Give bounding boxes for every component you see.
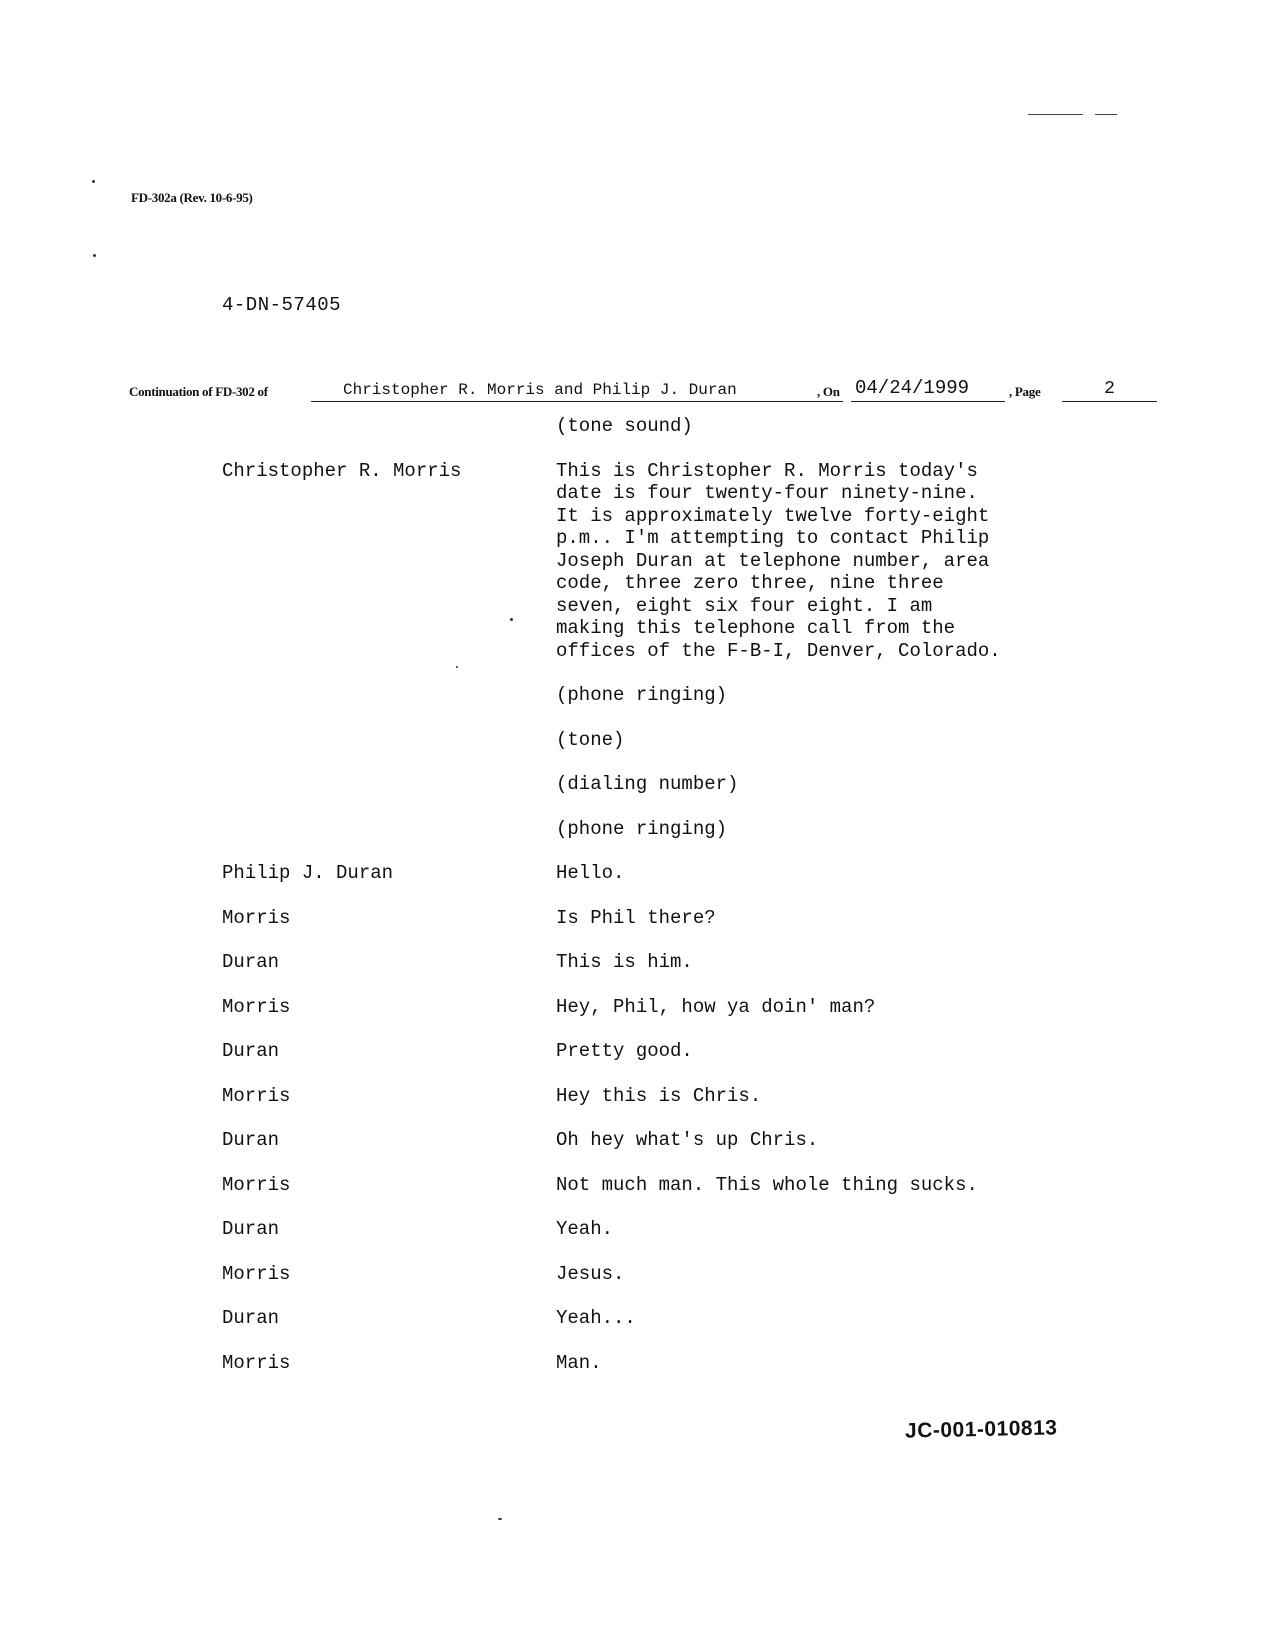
transcript-entry	[222, 1085, 1142, 1108]
continuation-line	[129, 372, 1159, 402]
speaker-name: Duran	[222, 951, 280, 973]
speaker-name: Morris	[222, 1173, 291, 1196]
transcript-entry	[222, 773, 1142, 796]
transcript-entry	[222, 1263, 1142, 1286]
on-label: , On	[817, 384, 840, 399]
transcript-entry	[222, 1352, 1142, 1375]
speaker-name: Philip J. Duran	[222, 862, 394, 884]
utterance-text: Is Phil there?	[556, 906, 716, 929]
transcript-entry	[222, 1307, 1142, 1330]
transcript-entry	[222, 818, 1142, 841]
utterance-text: (phone ringing)	[556, 684, 728, 706]
bates-number: JC-001-010813	[904, 1416, 1058, 1443]
page-label: , Page	[1009, 384, 1041, 399]
utterance-text: (tone)	[556, 728, 625, 751]
file-number: 4-DN-57405	[222, 294, 342, 316]
subject-names: Christopher R. Morris and Philip J. Duran	[311, 381, 843, 402]
transcript-entry	[222, 996, 1142, 1019]
scan-mark	[1095, 114, 1117, 115]
speaker-name: Christopher R. Morris	[222, 459, 462, 482]
transcript-entry	[222, 1174, 1142, 1197]
utterance-text: (phone ringing)	[556, 817, 728, 840]
speaker-name	[222, 818, 556, 841]
utterance-text: Yeah...	[556, 1307, 636, 1329]
page-number: 2	[1062, 379, 1157, 402]
utterance-text: Hey, Phil, how ya doin' man?	[556, 995, 876, 1018]
transcript-entry	[222, 862, 1142, 885]
utterance-text: Hello.	[556, 862, 625, 884]
utterance-text: This is him.	[556, 951, 693, 973]
utterance-text: Yeah.	[556, 1218, 614, 1240]
speaker-name: Duran	[222, 1040, 280, 1062]
utterance-text: Pretty good.	[556, 1040, 693, 1062]
utterance-text: (tone sound)	[556, 415, 693, 437]
continuation-label: Continuation of FD-302 of	[129, 384, 268, 399]
transcript-entry	[222, 415, 1142, 438]
transcript-entry	[222, 460, 1142, 663]
speaker-name: Morris	[222, 1351, 291, 1374]
speaker-name	[222, 773, 556, 796]
speaker-name: Morris	[222, 906, 291, 929]
speaker-name	[222, 729, 556, 752]
scan-speck	[92, 180, 95, 183]
utterance-text: This is Christopher R. Morris today's date is four twenty-four ninety-nine. It is approximately twelve forty-eight p.m.. I'm attempting to contact Philip Joseph Duran at telephone number, area code, three zero three, nine three seven, eight six four eight. I am making this telephone call from the offices of the F-B-I, Denver, Colorado.	[556, 459, 1001, 662]
transcript	[222, 415, 1142, 1396]
speaker-name: Duran	[222, 1307, 280, 1329]
speaker-name	[222, 684, 556, 707]
scan-speck	[498, 1518, 502, 1520]
transcript-entry	[222, 1218, 1142, 1241]
utterance-text: Hey this is Chris.	[556, 1084, 762, 1107]
scan-mark	[1028, 114, 1083, 115]
speaker-name: Morris	[222, 1262, 291, 1285]
utterance-text: (dialing number)	[556, 773, 739, 795]
scan-speck	[93, 254, 96, 257]
speaker-name: Duran	[222, 1218, 280, 1240]
report-date: 04/24/1999	[851, 377, 1005, 402]
transcript-entry	[222, 684, 1142, 707]
speaker-name: Morris	[222, 1084, 291, 1107]
utterance-text: Man.	[556, 1351, 602, 1374]
speaker-name: Duran	[222, 1129, 280, 1151]
speaker-name: Morris	[222, 995, 291, 1018]
utterance-text: Not much man. This whole thing sucks.	[556, 1173, 978, 1196]
transcript-entry	[222, 951, 1142, 974]
transcript-entry	[222, 729, 1142, 752]
form-code: FD-302a (Rev. 10-6-95)	[131, 190, 253, 205]
transcript-entry	[222, 1040, 1142, 1063]
transcript-entry	[222, 907, 1142, 930]
utterance-text: Jesus.	[556, 1262, 625, 1285]
transcript-entry	[222, 1129, 1142, 1152]
speaker-name	[222, 415, 556, 438]
utterance-text: Oh hey what's up Chris.	[556, 1129, 819, 1151]
